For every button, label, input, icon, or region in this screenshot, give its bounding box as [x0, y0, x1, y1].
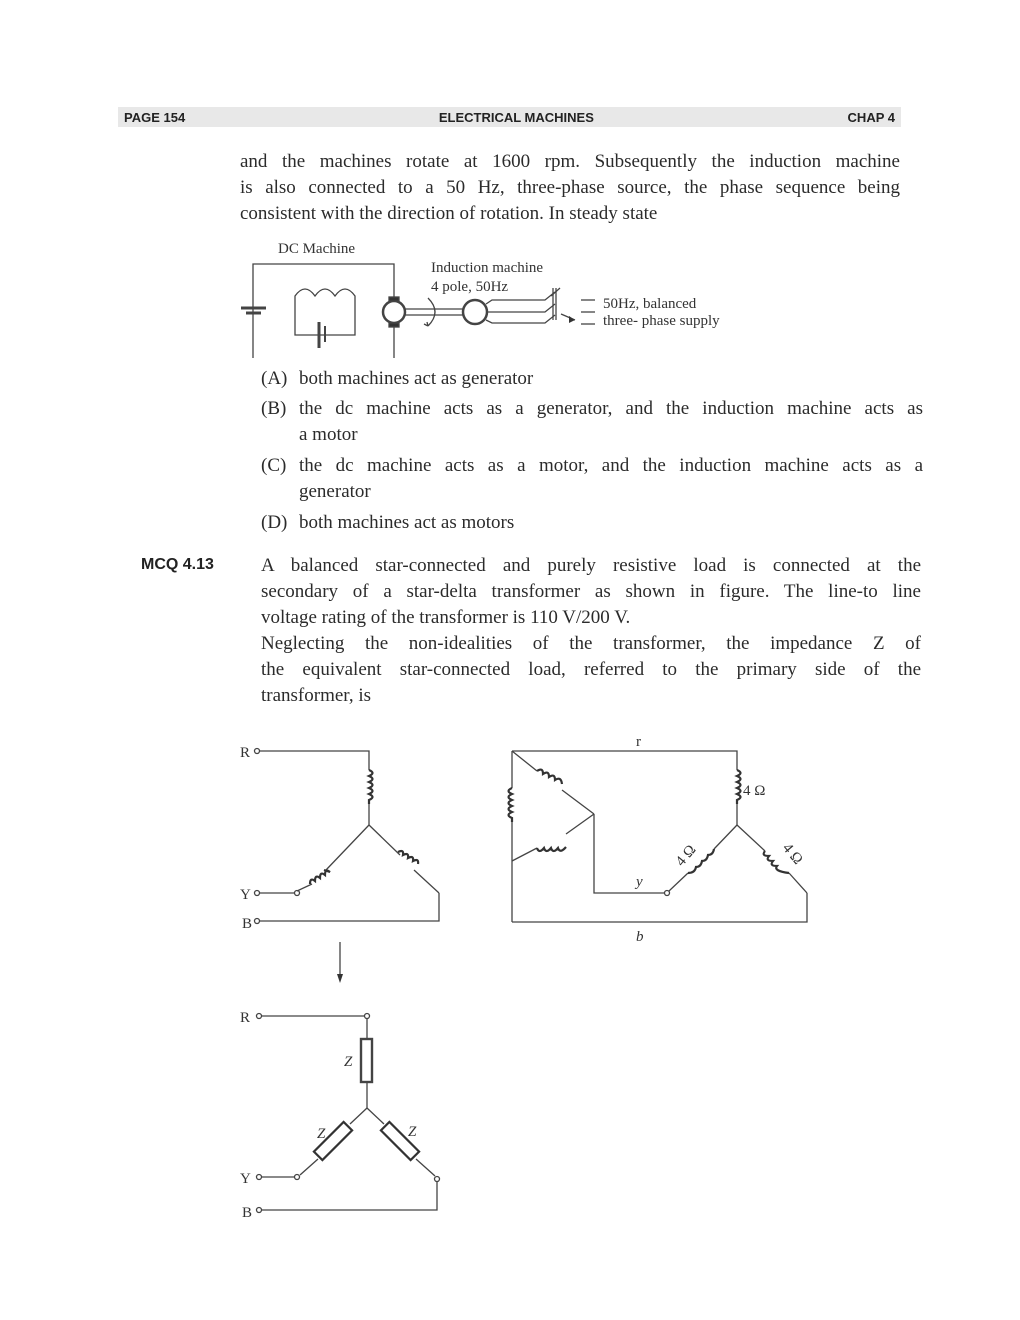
load-resistance-label-b: 4 Ω: [778, 840, 806, 868]
terminal-b-label: B: [242, 916, 253, 932]
equiv-terminal-b-label: B: [242, 1205, 253, 1221]
option-text: a motor: [299, 424, 358, 445]
supply-label-1: 50Hz, balanced: [603, 296, 697, 312]
page-number: PAGE 154: [124, 109, 186, 125]
impedance-label-r: Z: [344, 1054, 353, 1070]
load-resistance-label-r: 4 Ω: [743, 783, 766, 799]
question-number: MCQ 4.13: [141, 556, 214, 573]
supply-label-2: three- phase supply: [603, 313, 720, 329]
terminal-y-label: Y: [240, 887, 251, 903]
text-line: and the machines rotate at 1600 rpm. Subsequently the induction machine: [240, 151, 900, 172]
text-line: Neglecting the non-idealities of the transformer, the impedance Z of: [261, 633, 921, 654]
option-label: (A): [261, 368, 288, 389]
equiv-terminal-y-label: Y: [240, 1171, 251, 1187]
text-line: is also connected to a 50 Hz, three-phase source, the phase sequence being: [240, 177, 900, 198]
text-line: secondary of a star-delta transformer as shown in figure. The line-to line: [261, 581, 921, 602]
chapter-label: CHAP 4: [847, 109, 895, 125]
option-text: both machines act as generator: [299, 368, 534, 389]
line-b-label: b: [636, 929, 644, 945]
induction-machine-label: Induction machine: [431, 260, 544, 276]
option-label: (B): [261, 398, 287, 419]
terminal-r-label: R: [240, 745, 251, 761]
option-label: (C): [261, 455, 287, 476]
option-text: the dc machine acts as a motor, and the induction machine acts as a: [299, 455, 923, 476]
line-y-label: y: [636, 874, 643, 890]
impedance-label-y: Z: [317, 1126, 326, 1142]
book-title: ELECTRICAL MACHINES: [438, 109, 594, 125]
option-label: (D): [261, 512, 288, 533]
impedance-label-b: Z: [408, 1124, 417, 1140]
option-text: generator: [299, 481, 371, 502]
text-line: transformer, is: [261, 685, 372, 706]
option-text: the dc machine acts as a generator, and the induction machine acts as: [299, 398, 923, 419]
induction-spec-label: 4 pole, 50Hz: [431, 279, 509, 295]
text-line: voltage rating of the transformer is 110 V/200 V.: [261, 607, 631, 628]
text-line: the equivalent star-connected load, referred to the primary side of the: [261, 659, 921, 680]
text-line: consistent with the direction of rotation. In steady state: [240, 203, 658, 224]
dc-machine-label: DC Machine: [278, 241, 356, 257]
line-r-label: r: [636, 734, 641, 750]
text-line: A balanced star-connected and purely resistive load is connected at the: [261, 555, 921, 576]
option-text: both machines act as motors: [299, 512, 515, 533]
equiv-terminal-r-label: R: [240, 1010, 251, 1026]
load-resistance-label-y: 4 Ω: [672, 842, 700, 870]
